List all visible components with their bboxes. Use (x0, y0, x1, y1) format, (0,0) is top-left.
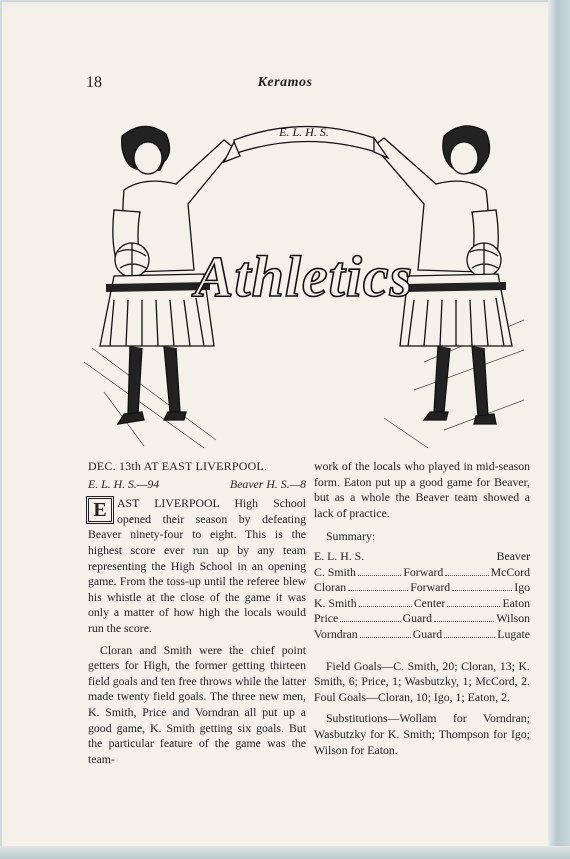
summary-title: Summary: (326, 529, 376, 544)
field-goals: Field Goals—C. Smith, 20; Cloran, 13; K. Smith, 6; Price, 1; Wasbutzky, 1; McCord, 2. Foul Goals—Cloran, 10; Igo, 1; Eaton, 2. (314, 658, 530, 704)
summary-team-home: E. L. H. S. (314, 548, 365, 563)
lead-text: AST LIVERPOOL High School opened their season by defeating Beaver ninety-four to eight. This is the highest score ever run up by any team representing the High School in an opening game. From the toss-up until the referee blew his whistle at the close of the game it was only a matter of how high the locals would run the score. (88, 496, 306, 635)
lineup-home: Cloran (314, 580, 347, 595)
lineup-position: Forward (410, 580, 451, 595)
athletics-illustration (84, 100, 524, 450)
lineup-home: Price (314, 611, 339, 626)
score-line (88, 477, 306, 493)
lineup-position: Forward (403, 564, 444, 579)
substitutions: Substitutions—Wollam for Vorndran; Wasbutzky for K. Smith; Thompson for Igo; Wilson for Eaton. (314, 711, 530, 757)
lineup-away: Lugate (497, 626, 530, 641)
banner-text: E. L. H. S. (279, 125, 329, 139)
page-number: 18 (86, 74, 102, 91)
lineup-away: McCord (490, 564, 530, 579)
lineup-position: Guard (412, 626, 443, 641)
lineup-away: Wilson (496, 611, 530, 626)
left-column (88, 459, 306, 767)
lineup-row (314, 580, 530, 596)
lineup-home: Vorndran (314, 626, 358, 641)
running-head: Keramos (257, 75, 313, 90)
paragraph: work of the locals who played in mid-season form. Eaton put up a good game for Beaver, but as a whole the Beaver team showed a lack of practice. (314, 459, 530, 520)
paragraph: Cloran and Smith were the chief point getters for High, the former getting thirteen field goals and ten free throws while the latter made twenty field goals. The three new men, K. Smith, Price and Vorndran all put up a good game, K. Smith getting six goals. But the particular feature of the game was the team- (88, 642, 306, 766)
page-bottom-edge (0, 846, 570, 859)
drop-cap: E (88, 498, 112, 522)
lead-paragraph (88, 496, 306, 636)
section-title: Athletics (194, 244, 414, 309)
lineup-position: Guard (402, 611, 433, 626)
lineup-away: Igo (514, 580, 531, 595)
lineup-row (314, 611, 530, 627)
lineup-away: Eaton (502, 595, 530, 610)
lineup-home: K. Smith (314, 595, 357, 610)
page-edge (548, 0, 570, 859)
lineup-row (314, 565, 530, 581)
lineup-position: Center (413, 595, 446, 610)
away-score: Beaver H. S.—8 (229, 476, 306, 491)
game-heading: DEC. 13th AT EAST LIVERPOOL. (88, 459, 268, 473)
lineup-row (314, 596, 530, 612)
home-score: E. L. H. S.—94 (88, 476, 160, 491)
lineup-home: C. Smith (314, 564, 356, 579)
summary-team-away: Beaver (496, 548, 530, 563)
lineup-row (314, 627, 530, 643)
right-column (314, 459, 530, 758)
summary-teams (314, 549, 530, 565)
